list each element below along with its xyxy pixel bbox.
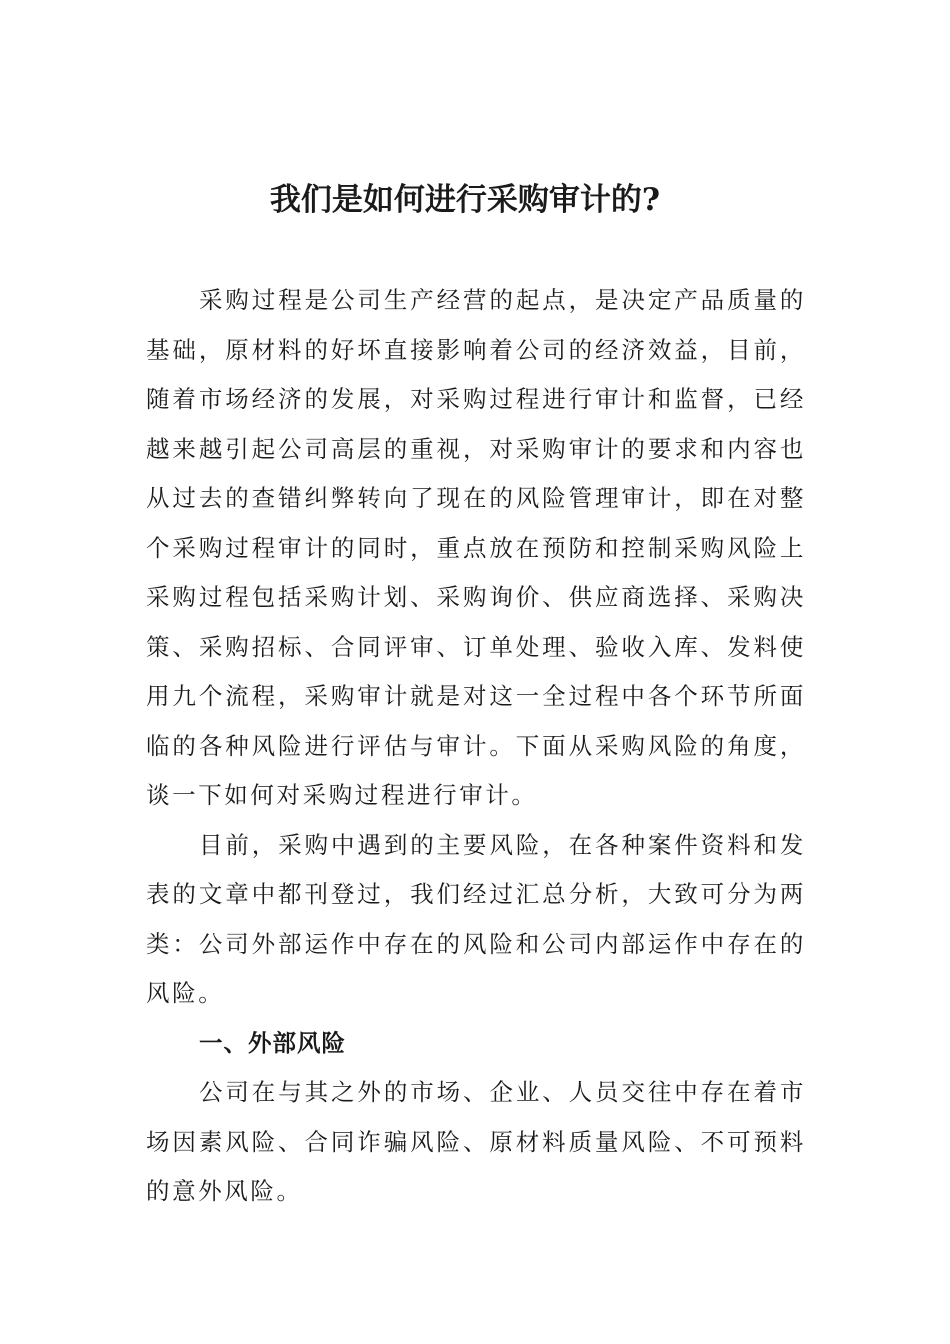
document-body	[146, 276, 806, 1217]
section-heading-external-risk: 一、外部风险	[199, 1028, 346, 1057]
section-paragraph: 公司在与其之外的市场、企业、人员交往中存在着市场因素风险、合同诈骗风险、原材料质量风险、不可预料的意外风险。	[146, 1078, 806, 1205]
body-paragraph-2: 目前，采购中遇到的主要风险，在各种案件资料和发表的文章中都刊登过，我们经过汇总分析，大致可分为两类：公司外部运作中存在的风险和公司内部运作中存在的风险。	[146, 830, 806, 1007]
document-title: 我们是如何进行采购审计的?	[269, 182, 661, 218]
body-paragraph-1: 采购过程是公司生产经营的起点，是决定产品质量的基础，原材料的好坏直接影响着公司的经济效益，目前，随着市场经济的发展，对采购过程进行审计和监督，已经越来越引起公司高层的重视，对采购审计的要求和内容也从过去的查错纠弊转向了现在的风险管理审计，即在对整个采购过程审计的同时，重点放在预防和控制采购风险上采购过程包括采购计划、采购询价、供应商选择、采购决策、采购招标、合同评审、订单处理、验收入库、发料使用九个流程，采购审计就是对这一全过程中各个环节所面临的各种风险进行评估与审计。下面从采购风险的角度，谈一下如何对采购过程进行审计。	[146, 286, 806, 809]
